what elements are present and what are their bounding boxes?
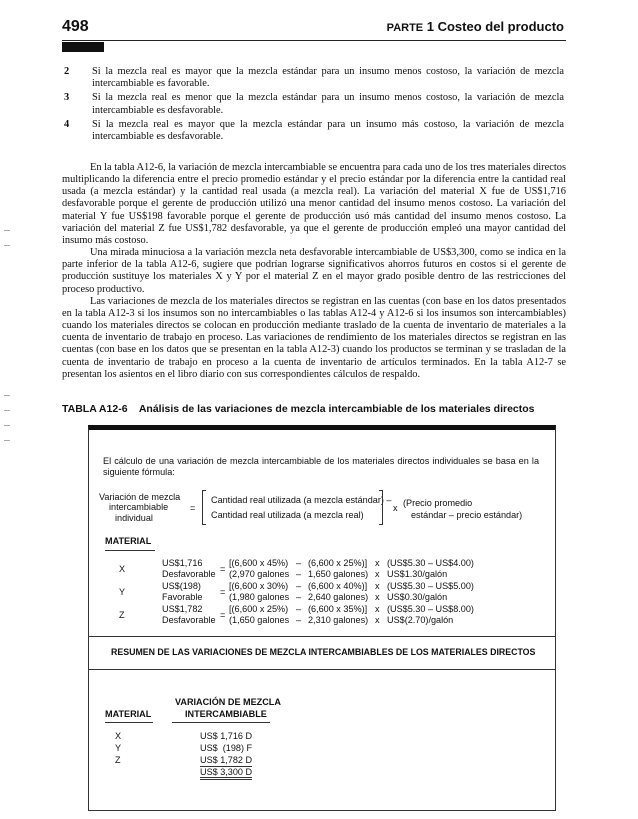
row-amount: US$1,782 <box>162 604 203 614</box>
row-minus: – <box>296 592 302 602</box>
formula-equals: = <box>190 503 196 513</box>
list-item-number: 2 <box>64 66 70 77</box>
list-item-number: 3 <box>64 92 70 104</box>
formula-times: x <box>393 503 398 513</box>
row-qty-a: (1,980 galones <box>229 592 290 602</box>
row-status: Favorable <box>162 592 203 602</box>
summary-top-rule <box>89 636 555 637</box>
margin-tick <box>4 245 10 246</box>
table-box <box>88 425 556 811</box>
row-material: X <box>119 564 126 574</box>
summary-row-material: Y <box>115 743 122 753</box>
row-qty-a: (2,970 galones <box>229 569 290 579</box>
margin-tick <box>4 395 10 396</box>
list-item-text: Si la mezcla real es menor que la mezcla estándar para un insumo menos costoso, la variación de mezcla intercambiable es desfavorable. <box>92 92 564 116</box>
right-bracket <box>379 490 383 525</box>
row-calc-a: [(6,600 x 45%) <box>229 558 289 568</box>
row-minus: – <box>296 581 302 591</box>
row-status: Desfavorable <box>162 615 216 625</box>
list-item <box>64 92 564 116</box>
row-price-calc: (US$5.30 – US$4.00) <box>387 558 474 568</box>
row-minus: – <box>296 604 302 614</box>
summary-row-material: Z <box>115 755 121 765</box>
row-times: x <box>375 569 380 579</box>
row-times: x <box>375 615 380 625</box>
formula-lhs-2: intercambiable <box>109 502 169 512</box>
material-header-underline <box>105 550 155 551</box>
margin-tick <box>4 425 10 426</box>
left-bracket <box>202 490 206 525</box>
table-title: Análisis de las variaciones de mezcla intercambiable de los materiales directos <box>138 403 535 415</box>
row-material: Y <box>119 587 126 597</box>
row-minus: – <box>296 569 302 579</box>
header-block <box>62 42 104 52</box>
margin-tick <box>4 410 10 411</box>
row-minus: – <box>296 615 302 625</box>
row-times: x <box>375 592 380 602</box>
row-qty-a: (1,650 galones <box>229 615 290 625</box>
formula-lhs-3: individual <box>115 513 153 523</box>
row-equals: = <box>220 564 226 574</box>
row-minus: – <box>296 558 302 568</box>
row-times: x <box>375 604 380 614</box>
row-times: x <box>375 558 380 568</box>
list-item-text: Si la mezcla real es mayor que la mezcla estándar para un insumo más costoso, la variación de mezcla intercambiable es desfavorable. <box>92 118 564 143</box>
summary-col-header-1: VARIACIÓN DE MEZCLA <box>175 697 281 707</box>
running-head <box>387 19 564 34</box>
row-price-result: US$0.30/galón <box>387 592 448 602</box>
row-price-result: US$(2.70)/galón <box>387 615 454 625</box>
page-number: 498 <box>62 18 89 35</box>
row-calc-b: (6,600 x 25%)] <box>308 558 368 568</box>
list-item-text: Si la mezcla real es mayor que la mezcla estándar para un insumo menos costoso, la variación de mezcla intercambiable es favorable. <box>92 66 564 90</box>
summary-material-underline <box>105 722 153 723</box>
rules-list <box>64 66 564 145</box>
row-amount: US$1,716 <box>162 558 203 568</box>
row-equals: = <box>220 610 226 620</box>
row-calc-a: [(6,600 x 25%) <box>229 604 289 614</box>
formula-rhs-1: (Precio promedio <box>403 498 473 508</box>
running-head-title: 1 Costeo del producto <box>426 19 564 34</box>
formula-bracket-top: Cantidad real utilizada (a mezcla estándar) – <box>211 495 392 505</box>
list-item-number: 4 <box>64 118 70 130</box>
paragraph: En la tabla A12-6, la variación de mezcla intercambiable se encuentra para cada uno de los tres materiales directos multiplicando la diferencia entre el precio promedio estándar y el precio estándar por la diferencia entre la cantidad real usada (a mezcla estándar) y la cantidad real usada (a mezcla real). La variación del material X fue de US$1,716 desfavorable porque el gerente de producción utilizó una menor cantidad del insumo menos costoso. La variación del material Y fue US$198 favorable porque el gerente de producción usó más cantidad del insumo menos costoso. La variación del material Z fue US$1,782 desfavorable, ya que el gerente de producción empleó una mayor cantidad del insumo más costoso. <box>62 162 566 246</box>
row-qty-b: 2,640 galones) <box>308 592 369 602</box>
body-text <box>62 162 566 381</box>
row-material: Z <box>119 610 125 620</box>
list-item <box>64 119 564 143</box>
paragraph: Una mirada minuciosa a la variación mezcla neta desfavorable intercambiable de US$3,300, como se indica en la parte inferior de la tabla A12-6, sugiere que podrían lograrse significativos ahorros futuros en costos si el gerente de producción sustituye los materiales X y Y por el material Z en el mayor grado posible dentro de las restricciones del proceso productivo. <box>62 247 566 295</box>
summary-row-value: US$ 1,716 D <box>200 731 253 741</box>
row-equals: = <box>220 587 226 597</box>
summary-material-header: MATERIAL <box>105 709 152 719</box>
row-calc-b: (6,600 x 40%)] <box>308 581 368 591</box>
header-rule <box>62 40 566 41</box>
summary-total <box>200 767 252 778</box>
summary-col-underline <box>172 722 270 723</box>
formula-bracket-bottom: Cantidad real utilizada (a mezcla real) <box>211 510 364 520</box>
summary-row-value: US$ 1,782 D <box>200 755 253 765</box>
row-qty-b: 2,310 galones) <box>308 615 369 625</box>
running-head-part: PARTE <box>386 22 424 34</box>
row-calc-a: [(6,600 x 30%) <box>229 581 289 591</box>
material-header: MATERIAL <box>105 536 152 546</box>
row-price-calc: (US$5.30 – US$8.00) <box>387 604 474 614</box>
row-status: Desfavorable <box>162 569 216 579</box>
summary-row-value: US$ (198) F <box>200 743 253 753</box>
summary-total-value: US$ 3,300 D <box>200 766 252 780</box>
row-price-calc: (US$5.30 – US$5.00) <box>387 581 474 591</box>
table-intro: El cálculo de una variación de mezcla intercambiable de los materiales directos individuales se basa en la siguiente fórmula: <box>103 456 539 477</box>
summary-col-header-2: INTERCAMBIABLE <box>185 709 267 719</box>
row-amount: US$(198) <box>162 581 201 591</box>
row-qty-b: 1,650 galones) <box>308 569 369 579</box>
row-times: x <box>375 581 380 591</box>
list-item <box>64 66 564 90</box>
formula-lhs-1: Variación de mezcla <box>99 492 181 502</box>
margin-tick <box>4 230 10 231</box>
paragraph: Las variaciones de mezcla de los materiales directos se registran en las cuentas (con base en los datos presentados en la tabla A12-3 si los insumos son no intercambiables o las tablas A12-4 y A12-6 si los insumos son intercambiables) cuando los materiales directos se colocan en producción mediante traslado de la cuenta de inventario de materiales a la cuenta de inventario de trabajo en proceso. Las variaciones de rendimiento de los materiales directos se registran en las cuentas (con base en los datos que se presentan en la tabla A12-3) cuando los productos se terminan y se trasladan de la cuenta de inventario de trabajo en proceso a la cuenta de inventario de artículos terminados. En la tabla A12-7 se presentan los asientos en el libro diario con sus correspondientes cálculos de respaldo. <box>62 295 566 380</box>
summary-title: RESUMEN DE LAS VARIACIONES DE MEZCLA INTERCAMBIABLES DE LOS MATERIALES DIRECTOS <box>111 647 536 657</box>
table-caption <box>62 403 535 415</box>
formula-rhs-2: estándar – precio estándar) <box>411 510 523 520</box>
row-price-result: US$1.30/galón <box>387 569 448 579</box>
margin-tick <box>4 440 10 441</box>
summary-row-material: X <box>115 731 122 741</box>
row-calc-b: (6,600 x 35%)] <box>308 604 368 614</box>
summary-bottom-rule <box>89 669 555 670</box>
table-label: TABLA A12-6 <box>62 403 128 415</box>
